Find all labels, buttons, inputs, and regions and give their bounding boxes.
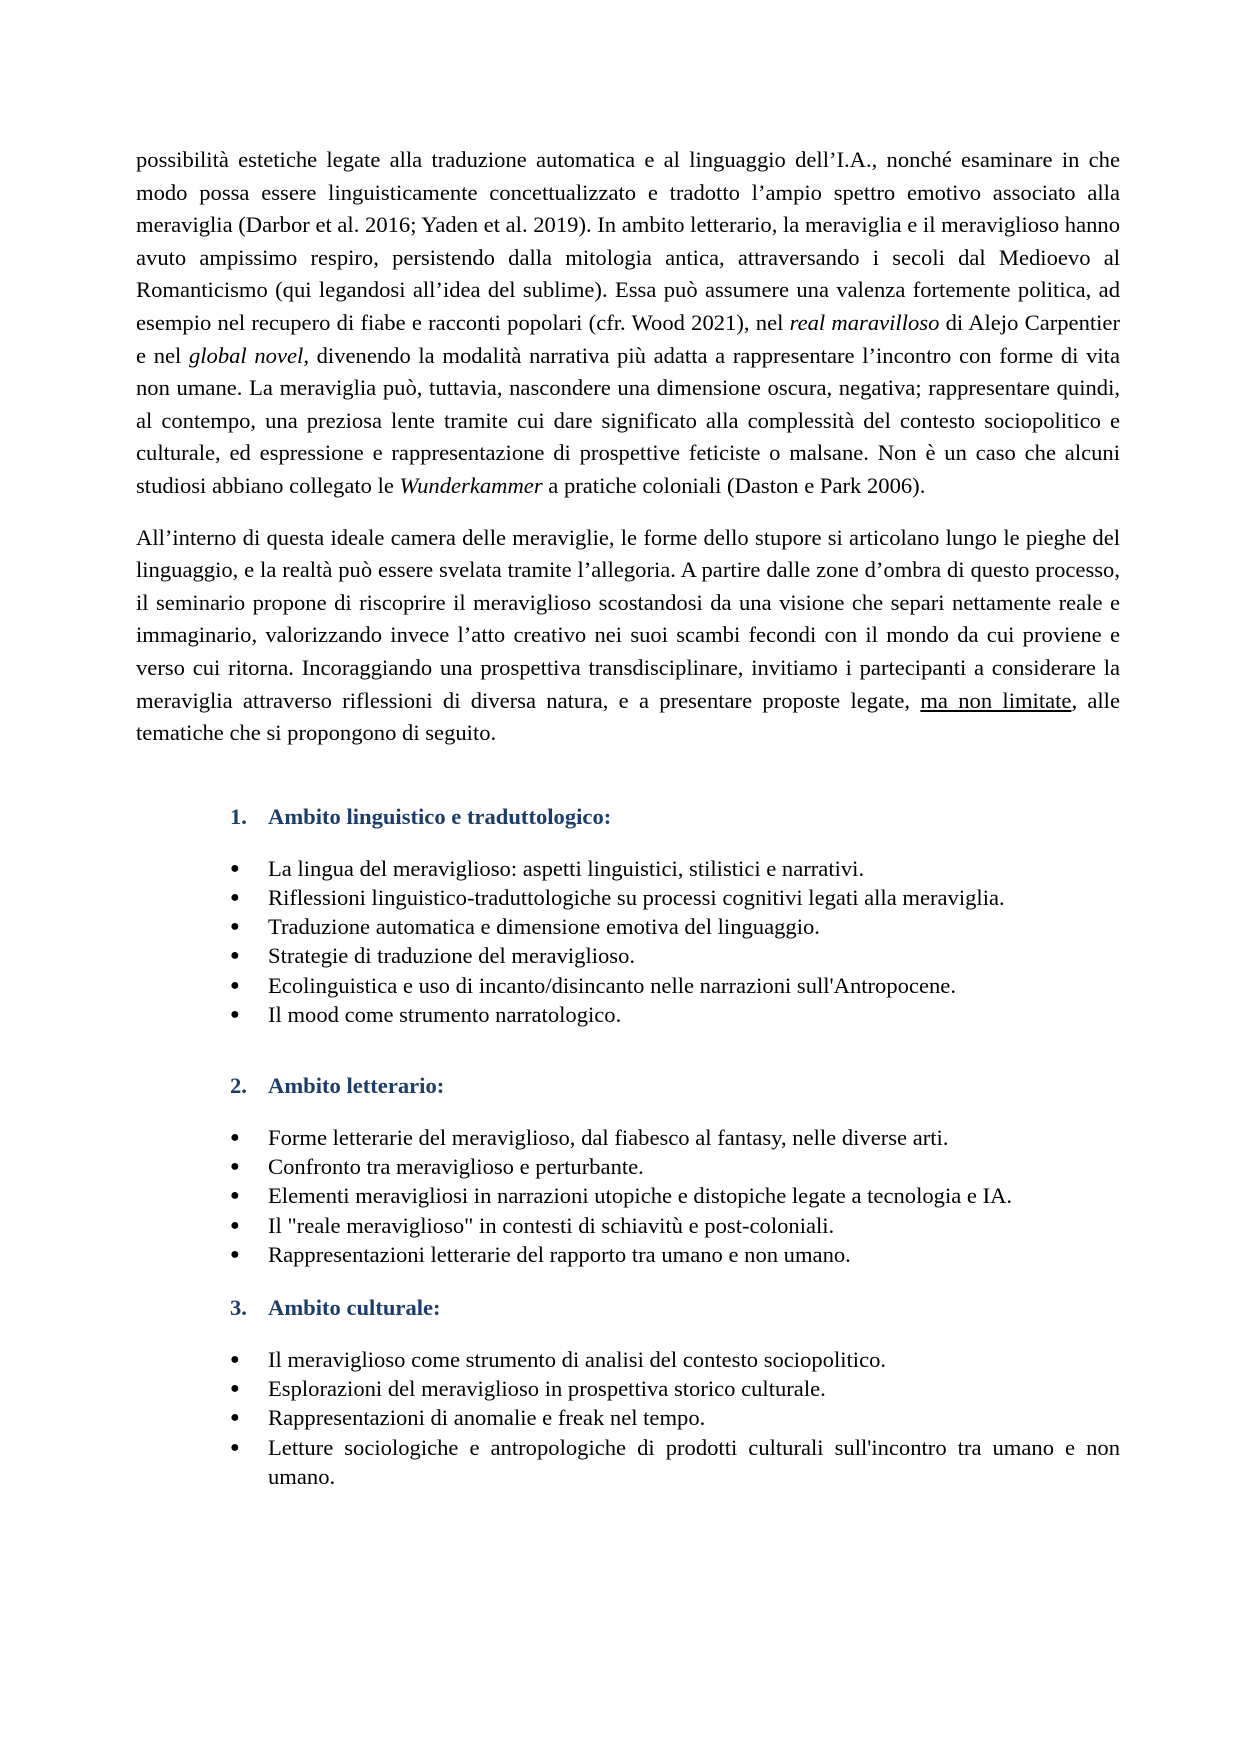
section-linguistico [230, 802, 1120, 1029]
bullet-icon: ● [230, 1187, 240, 1205]
section-letterario [230, 1071, 1120, 1269]
bullet-list [230, 1345, 1120, 1491]
paragraph-1-italic-global-novel: global novel [188, 342, 304, 368]
section-title [230, 1071, 1120, 1101]
list-item [230, 1211, 1120, 1240]
bullet-icon: ● [230, 888, 240, 906]
list-item-text: Elementi meravigliosi in narrazioni utopiche e distopiche legate a tecnologia e IA. [268, 1183, 1013, 1209]
list-item [230, 971, 1120, 1000]
list-item-text: Strategie di traduzione del meraviglioso. [268, 943, 636, 969]
bullet-icon: ● [230, 1245, 240, 1263]
bullet-icon: ● [230, 1158, 240, 1176]
bullet-icon: ● [230, 976, 240, 994]
list-item-text: Rappresentazioni di anomalie e freak nel tempo. [268, 1405, 706, 1431]
bullet-list [230, 854, 1120, 1029]
list-item [230, 854, 1120, 883]
paragraph-1-italic-real-maravilloso: real maravilloso [789, 309, 940, 335]
bullet-icon: ● [230, 1380, 240, 1398]
paragraph-1-run: possibilità estetiche legate alla traduzione automatica e al linguaggio dell’I.A., nonché esaminare in che modo possa essere linguisticamente concettualizzato e tradotto l’ampio spettro emotivo associato alla meraviglia (Darbor et al. 2016; Yaden et al. 2019). In ambito letterario, la meraviglia e il meraviglioso hanno avuto ampissimo respiro, persistendo dalla mitologia antica, attraversando i secoli dal Medioevo al Romanticismo (qui legandosi all’idea del sublime). Essa può assumere una valenza fortemente politica, ad esempio nel recupero di fiabe e racconti popolari (cfr. Wood 2021), nel [136, 147, 1120, 335]
bullet-icon: ● [230, 1409, 240, 1427]
list-item [230, 1181, 1120, 1210]
list-item [230, 1403, 1120, 1432]
list-item-text: Confronto tra meraviglioso e perturbante. [268, 1154, 644, 1180]
list-item-text: La lingua del meraviglioso: aspetti linguistici, stilistici e narrativi. [268, 855, 865, 881]
list-item [230, 1345, 1120, 1374]
paragraph-1 [136, 144, 1120, 503]
bullet-list [230, 1123, 1120, 1269]
bullet-icon: ● [230, 859, 240, 877]
list-item [230, 1123, 1120, 1152]
paragraph-2-run: , alle tematiche che si propongono di seguito. [136, 687, 1120, 746]
paragraph-1-run: a pratiche coloniali (Daston e Park 2006). [542, 472, 926, 498]
section-title-text: Ambito culturale: [268, 1294, 441, 1320]
bullet-icon: ● [230, 1128, 240, 1146]
bullet-icon: ● [230, 1005, 240, 1023]
list-item [230, 1000, 1120, 1029]
list-item [230, 1152, 1120, 1181]
bullet-icon: ● [230, 1216, 240, 1234]
list-item [230, 1374, 1120, 1403]
list-item-text: Rappresentazioni letterarie del rapporto tra umano e non umano. [268, 1241, 851, 1267]
list-item-text: Esplorazioni del meraviglioso in prospettiva storico culturale. [268, 1376, 826, 1402]
list-item-text: Traduzione automatica e dimensione emotiva del linguaggio. [268, 914, 820, 940]
bullet-icon: ● [230, 918, 240, 936]
section-title-text: Ambito letterario: [268, 1072, 445, 1098]
paragraph-1-italic-wunderkammer: Wunderkammer [399, 472, 543, 498]
list-item-text: Forme letterarie del meraviglioso, dal fiabesco al fantasy, nelle diverse arti. [268, 1124, 949, 1150]
paragraph-2-underlined-ma-non-limitate: ma non limitate [920, 687, 1072, 713]
bullet-icon: ● [230, 1438, 240, 1456]
list-item-text: Il meraviglioso come strumento di analisi del contesto sociopolitico. [268, 1346, 887, 1372]
bullet-icon: ● [230, 947, 240, 965]
list-item [230, 941, 1120, 970]
section-title-text: Ambito linguistico e traduttologico: [268, 803, 612, 829]
document-page [136, 144, 1120, 1491]
list-item-text: Il mood come strumento narratologico. [268, 1001, 622, 1027]
list-item-text: Riflessioni linguistico-traduttologiche su processi cognitivi legati alla meraviglia. [268, 884, 1005, 910]
section-title [230, 802, 1120, 832]
section-number: 2. [230, 1072, 247, 1098]
section-title [230, 1293, 1120, 1323]
paragraph-2 [136, 522, 1120, 750]
section-number: 1. [230, 803, 247, 829]
list-item [230, 1240, 1120, 1269]
list-item-text: Letture sociologiche e antropologiche di prodotti culturali sull'incontro tra umano e non umano. [268, 1434, 1120, 1489]
list-item [230, 1433, 1120, 1491]
paragraph-1-run: di Alejo Carpentier e nel [136, 309, 1120, 368]
list-item [230, 883, 1120, 912]
bullet-icon: ● [230, 1350, 240, 1368]
section-culturale [230, 1293, 1120, 1491]
list-item-text: Il "reale meraviglioso" in contesti di schiavitù e post-coloniali. [268, 1212, 835, 1238]
section-number: 3. [230, 1294, 247, 1320]
list-item-text: Ecolinguistica e uso di incanto/disincanto nelle narrazioni sull'Antropocene. [268, 972, 956, 998]
list-item [230, 912, 1120, 941]
paragraph-1-run: , divenendo la modalità narrativa più adatta a rappresentare l’incontro con forme di vita non umane. La meraviglia può, tuttavia, nascondere una dimensione oscura, negativa; rappresentare quindi, al contempo, una preziosa lente tramite cui dare significato alla complessità del contesto sociopolitico e culturale, ed espressione e rappresentazione di prospettive feticiste o malsane. Non è un caso che alcuni studiosi abbiano collegato le [136, 342, 1120, 498]
paragraph-2-run: All’interno di questa ideale camera delle meraviglie, le forme dello stupore si articolano lungo le pieghe del linguaggio, e la realtà può essere svelata tramite l’allegoria. A partire dalle zone d’ombra di questo processo, il seminario propone di riscoprire il meraviglioso scostandosi da una visione che separi nettamente reale e immaginario, valorizzando invece l’atto creativo nei suoi scambi fecondi con il mondo da cui proviene e verso cui ritorna. Incoraggiando una prospettiva transdisciplinare, invitiamo i partecipanti a considerare la meraviglia attraverso riflessioni di diversa natura, e a presentare proposte legate, [136, 524, 1120, 713]
